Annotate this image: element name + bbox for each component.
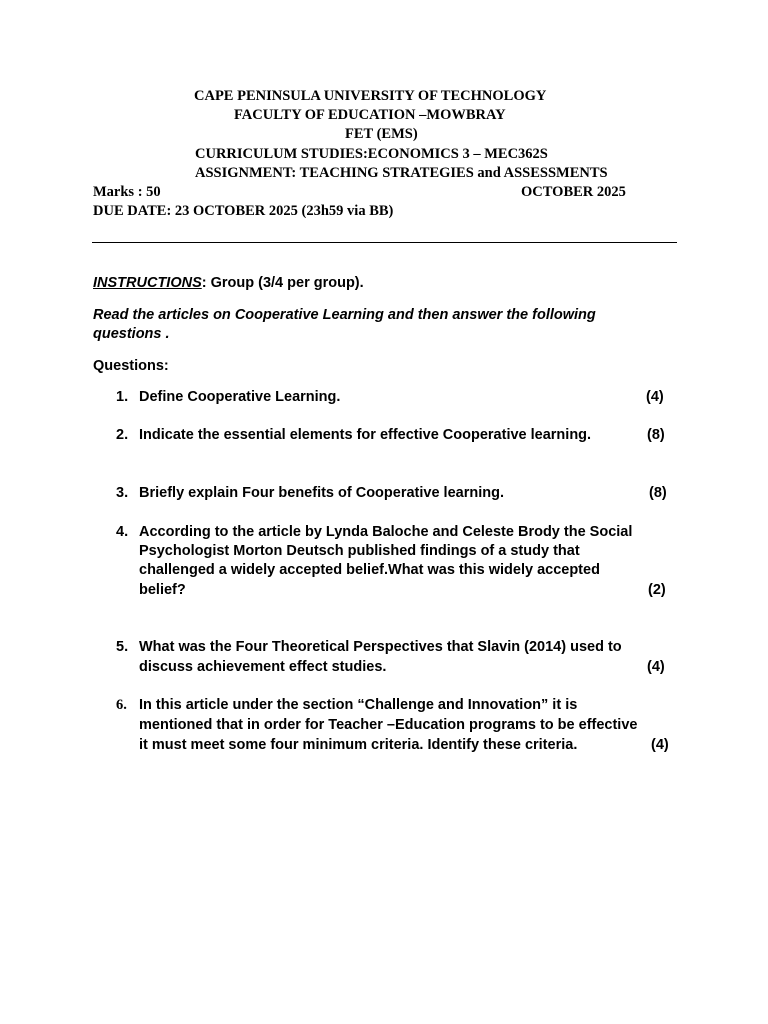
question-5-line-1: What was the Four Theoretical Perspectives that Slavin (2014) used to [139,639,622,655]
intro-line-2: questions . [93,326,170,342]
question-2-number: 2. [116,427,129,443]
programme-name: FET (EMS) [345,126,418,142]
instructions-line [93,274,364,294]
question-3-text: Briefly explain Four benefits of Cooperative learning. [139,485,504,501]
question-4-marks: (2) [648,582,666,598]
question-1-text: Define Cooperative Learning. [139,389,341,405]
question-4-line-1: According to the article by Lynda Baloche and Celeste Brody the Social [139,524,633,540]
question-5-marks: (4) [647,659,665,675]
question-1-number: 1. [116,389,129,405]
questions-heading: Questions: [93,358,169,374]
question-4-line-3: challenged a widely accepted belief.What was this widely accepted [139,562,600,578]
question-4-line-4: belief? [139,582,186,598]
question-5-line-2: discuss achievement effect studies. [139,659,387,675]
question-3-marks: (8) [649,485,667,501]
question-3-number: 3. [116,485,129,501]
question-1-marks: (4) [646,389,664,405]
question-6-line-1: In this article under the section “Challenge and Innovation” it is [139,697,578,713]
question-2-marks: (8) [647,427,665,443]
course-name: CURRICULUM STUDIES:ECONOMICS 3 – MEC362S [195,146,548,162]
question-6-line-3: it must meet some four minimum criteria. Identify these criteria. [139,737,578,753]
intro-line-1: Read the articles on Cooperative Learning and then answer the following [93,307,596,323]
question-6-number: 6. [116,697,127,713]
university-name: CAPE PENINSULA UNIVERSITY OF TECHNOLOGY [194,88,547,104]
question-2-text: Indicate the essential elements for effective Cooperative learning. [139,427,592,443]
due-date: DUE DATE: 23 OCTOBER 2025 (23h59 via BB) [93,203,394,219]
faculty-name: FACULTY OF EDUCATION –MOWBRAY [234,107,506,123]
assignment-title: ASSIGNMENT: TEACHING STRATEGIES and ASSESSMENTS [195,165,608,181]
header-divider [92,242,677,243]
marks-total: Marks : 50 [93,184,161,200]
month-year: OCTOBER 2025 [521,184,626,200]
instructions-text: : Group (3/4 per group). [201,275,364,291]
question-4-number: 4. [116,524,129,540]
instructions-label: INSTRUCTIONS [93,275,202,291]
question-4-line-2: Psychologist Morton Deutsch published findings of a study that [139,543,580,559]
question-6-line-2: mentioned that in order for Teacher –Education programs to be effective [139,717,638,733]
question-5-number: 5. [116,639,129,655]
question-6-marks: (4) [651,737,669,753]
